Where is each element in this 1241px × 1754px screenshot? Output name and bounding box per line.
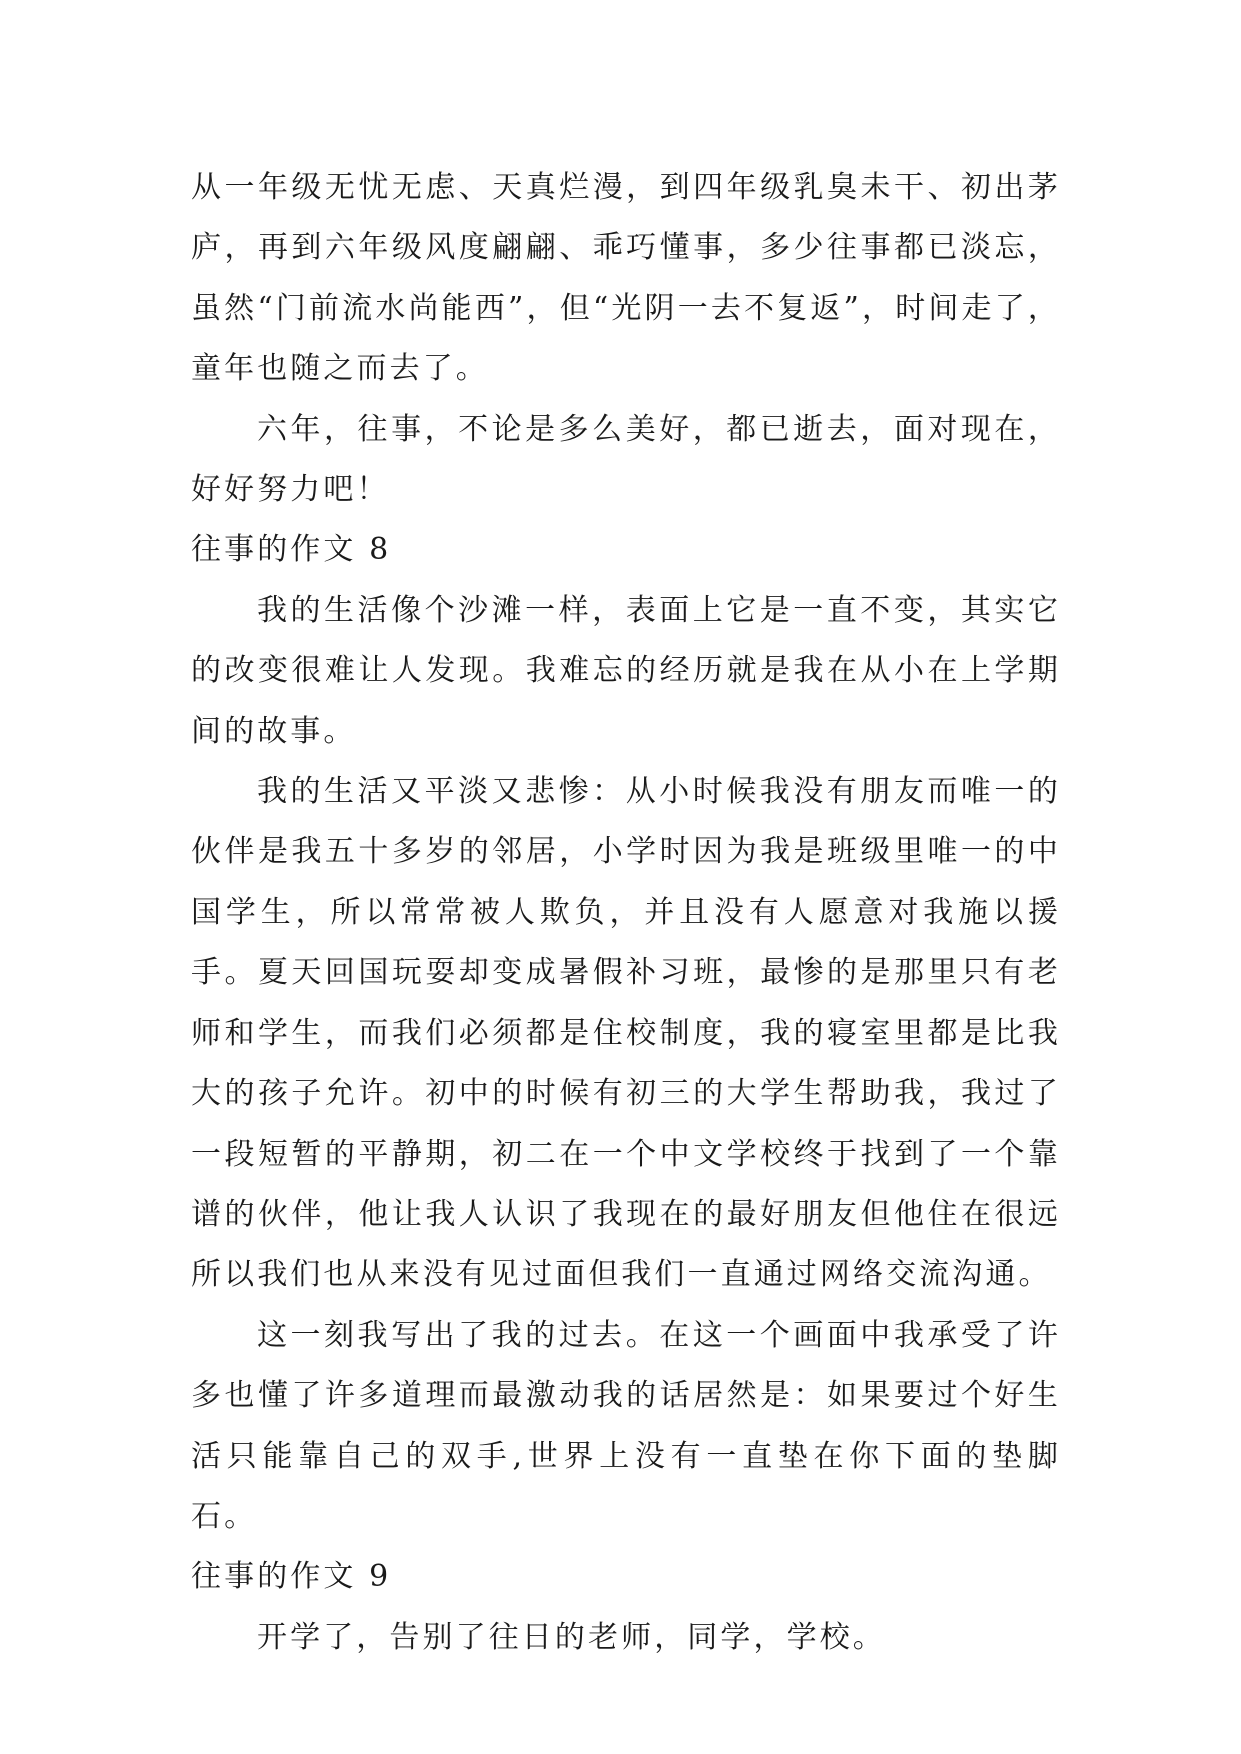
paragraph-plain-and-sad: 我的生活又平淡又悲惨：从小时候我没有朋友而唯一的伙伴是我五十多岁的邻居，小学时因为我是班级里唯一的中国学生，所以常常被人欺负，并且没有人愿意对我施以援手。夏天回国玩耍却变成暑假补习班，最惨的是那里只有老师和学生，而我们必须都是住校制度，我的寝室里都是比我大的孩子允许。初中的时候有初三的大学生帮助我，我过了一段短暂的平静期，初二在一个中文学校终于找到了一个靠谱的伙伴，他让我人认识了我现在的最好朋友但他住在很远所以我们也从来没有见过面但我们一直通过网络交流沟通。 [191, 774, 1061, 1293]
paragraph-six-years: 六年，往事，不论是多么美好，都已逝去，面对现在，好好努力吧！ [191, 411, 1061, 508]
paragraph-school-starts: 开学了，告别了往日的老师，同学，学校。 [257, 1619, 886, 1655]
essay-heading-9: 往事的作文 9 [191, 1559, 392, 1595]
essay-heading-8: 往事的作文 8 [191, 532, 392, 568]
paragraph-writing-my-past: 这一刻我写出了我的过去。在这一个画面中我承受了许多也懂了许多道理而最激动我的话居然是：如果要过个好生活只能靠自己的双手,世界上没有一直垫在你下面的垫脚石。 [191, 1317, 1061, 1534]
document-body [191, 158, 1061, 1668]
paragraph-childhood-memories: 从一年级无忧无虑、天真烂漫，到四年级乳臭未干、初出茅庐，再到六年级风度翩翩、乖巧懂事，多少往事都已淡忘，虽然“门前流水尚能西”，但“光阴一去不复返”，时间走了，童年也随之而去了。 [191, 170, 1061, 387]
paragraph-beach-life: 我的生活像个沙滩一样，表面上它是一直不变，其实它的改变很难让人发现。我难忘的经历就是我在从小在上学期间的故事。 [191, 592, 1061, 749]
